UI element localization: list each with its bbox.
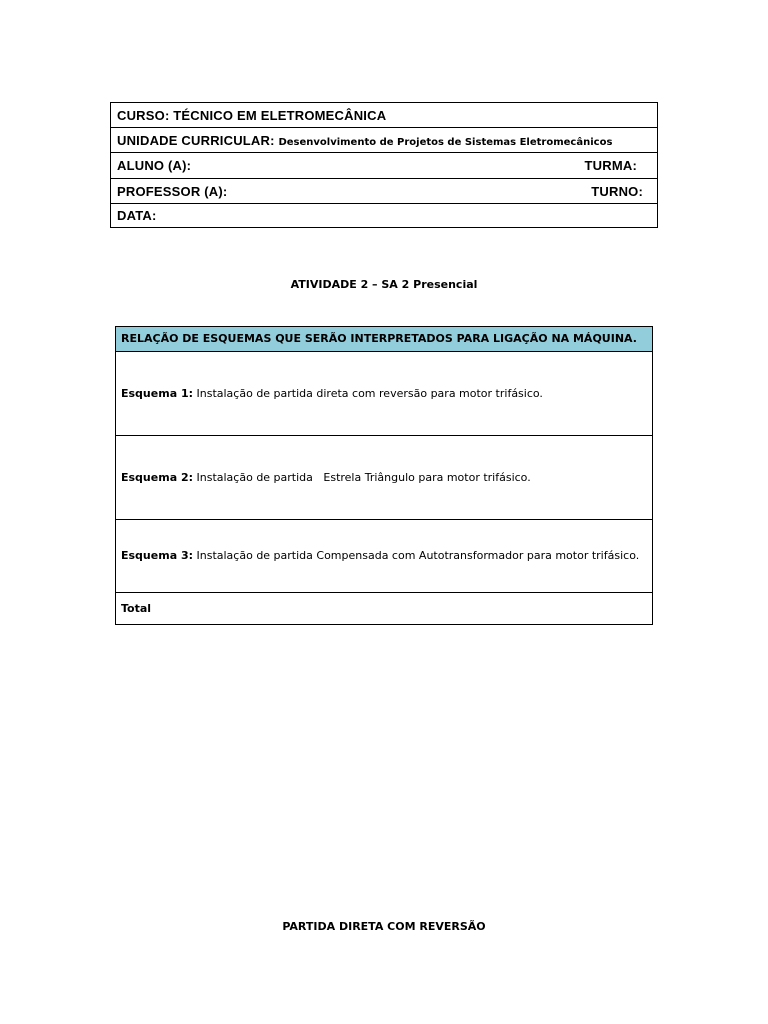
data-cell bbox=[111, 204, 658, 228]
activity-title: ATIVIDADE 2 – SA 2 Presencial bbox=[290, 278, 478, 291]
data-label: DATA: bbox=[117, 208, 157, 223]
turma-label: TURMA: bbox=[584, 158, 637, 173]
schema-row bbox=[116, 520, 653, 593]
unidade-cell bbox=[111, 128, 658, 153]
aluno-label: ALUNO (A): bbox=[117, 158, 192, 173]
schema-table bbox=[115, 326, 653, 625]
professor-cell bbox=[111, 179, 658, 204]
schema-total: Total bbox=[116, 593, 653, 625]
schema-row bbox=[116, 352, 653, 436]
professor-label: PROFESSOR (A): bbox=[117, 183, 228, 199]
header-table bbox=[110, 102, 658, 228]
curso-text: CURSO: TÉCNICO EM ELETROMECÂNICA bbox=[117, 107, 387, 123]
schema-text: Instalação de partida Estrela Triângulo para motor trifásico. bbox=[196, 470, 531, 484]
schema-label: Esquema 3: bbox=[121, 549, 193, 562]
schema-label: Esquema 1: bbox=[121, 386, 193, 400]
turno-label: TURNO: bbox=[591, 183, 643, 199]
unidade-label: UNIDADE CURRICULAR: bbox=[117, 132, 275, 148]
section-title: PARTIDA DIRETA COM REVERSÃO bbox=[282, 920, 486, 933]
schema-row bbox=[116, 436, 653, 520]
schema-heading: RELAÇÃO DE ESQUEMAS QUE SERÃO INTERPRETADOS PARA LIGAÇÃO NA MÁQUINA. bbox=[116, 327, 653, 352]
unidade-value: Desenvolvimento de Projetos de Sistemas Eletromecânicos bbox=[278, 136, 613, 148]
curso-cell bbox=[111, 103, 658, 128]
schema-text: Instalação de partida Compensada com Autotransformador para motor trifásico. bbox=[196, 549, 640, 562]
schema-text: Instalação de partida direta com reversão para motor trifásico. bbox=[196, 386, 543, 400]
aluno-cell bbox=[111, 153, 658, 179]
schema-label: Esquema 2: bbox=[121, 470, 193, 484]
